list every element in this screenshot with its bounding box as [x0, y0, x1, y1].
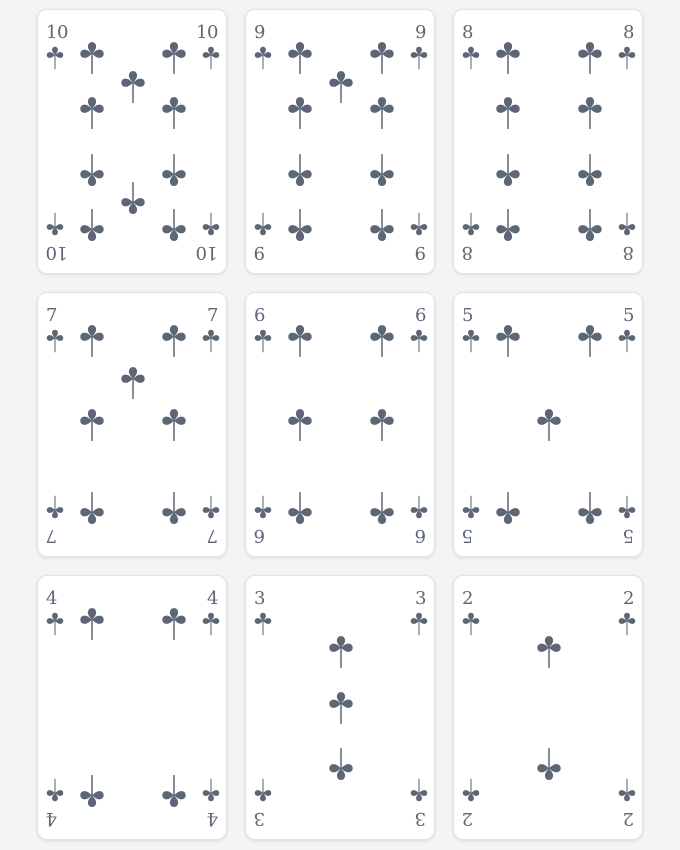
rank-index-tr: 2	[623, 588, 634, 609]
rank-index-tr: 3	[415, 588, 426, 609]
rank-index-bl: 4	[46, 808, 57, 829]
rank-index-br: 5	[623, 525, 634, 546]
club-icon	[495, 96, 521, 130]
club-icon	[462, 495, 480, 519]
club-icon	[79, 491, 105, 525]
club-icon	[79, 208, 105, 242]
club-icon	[369, 208, 395, 242]
club-icon	[410, 46, 428, 70]
rank-index-bl: 3	[254, 808, 265, 829]
rank-index-br: 10	[196, 242, 218, 263]
rank-index-tl: 10	[46, 22, 68, 43]
playing-card-9-of-clubs[interactable]	[245, 9, 435, 274]
rank-index-tl: 3	[254, 588, 265, 609]
playing-card-3-of-clubs[interactable]	[245, 575, 435, 840]
club-icon	[618, 46, 636, 70]
club-icon	[46, 495, 64, 519]
rank-index-br: 6	[415, 525, 426, 546]
club-icon	[254, 212, 272, 236]
club-icon	[254, 46, 272, 70]
club-icon	[462, 778, 480, 802]
club-icon	[410, 778, 428, 802]
club-icon	[536, 635, 562, 669]
playing-card-2-of-clubs[interactable]	[453, 575, 643, 840]
club-icon	[254, 778, 272, 802]
club-icon	[202, 46, 220, 70]
club-icon	[369, 324, 395, 358]
club-icon	[369, 96, 395, 130]
club-icon	[161, 153, 187, 187]
club-icon	[410, 612, 428, 636]
club-icon	[254, 329, 272, 353]
club-icon	[287, 408, 313, 442]
club-icon	[161, 96, 187, 130]
club-icon	[287, 491, 313, 525]
rank-index-bl: 6	[254, 525, 265, 546]
rank-index-tr: 8	[623, 22, 634, 43]
club-icon	[462, 212, 480, 236]
club-icon	[328, 691, 354, 725]
club-icon	[495, 41, 521, 75]
club-icon	[328, 70, 354, 104]
club-icon	[410, 495, 428, 519]
rank-index-br: 8	[623, 242, 634, 263]
rank-index-tr: 10	[196, 22, 218, 43]
rank-index-tr: 7	[207, 305, 218, 326]
club-icon	[202, 495, 220, 519]
club-icon	[202, 612, 220, 636]
club-icon	[410, 212, 428, 236]
rank-index-bl: 9	[254, 242, 265, 263]
club-icon	[410, 329, 428, 353]
club-icon	[161, 41, 187, 75]
club-icon	[462, 612, 480, 636]
club-icon	[79, 41, 105, 75]
rank-index-bl: 2	[462, 808, 473, 829]
club-icon	[202, 329, 220, 353]
club-icon	[369, 41, 395, 75]
club-icon	[79, 96, 105, 130]
club-icon	[287, 96, 313, 130]
club-icon	[328, 635, 354, 669]
playing-card-10-of-clubs[interactable]	[37, 9, 227, 274]
rank-index-br: 3	[415, 808, 426, 829]
playing-card-6-of-clubs[interactable]	[245, 292, 435, 557]
club-icon	[369, 491, 395, 525]
club-icon	[202, 778, 220, 802]
club-icon	[79, 153, 105, 187]
rank-index-tr: 4	[207, 588, 218, 609]
playing-card-4-of-clubs[interactable]	[37, 575, 227, 840]
club-icon	[462, 329, 480, 353]
club-icon	[46, 778, 64, 802]
club-icon	[287, 41, 313, 75]
club-icon	[495, 324, 521, 358]
rank-index-br: 9	[415, 242, 426, 263]
rank-index-tl: 8	[462, 22, 473, 43]
club-icon	[46, 46, 64, 70]
playing-card-7-of-clubs[interactable]	[37, 292, 227, 557]
club-icon	[577, 41, 603, 75]
club-icon	[577, 324, 603, 358]
club-icon	[369, 153, 395, 187]
club-icon	[462, 46, 480, 70]
rank-index-bl: 5	[462, 525, 473, 546]
club-icon	[161, 208, 187, 242]
rank-index-tl: 7	[46, 305, 57, 326]
rank-index-bl: 10	[46, 242, 68, 263]
rank-index-tl: 5	[462, 305, 473, 326]
club-icon	[577, 491, 603, 525]
club-icon	[618, 612, 636, 636]
club-icon	[120, 181, 146, 215]
rank-index-tl: 2	[462, 588, 473, 609]
club-icon	[536, 408, 562, 442]
club-icon	[120, 70, 146, 104]
club-icon	[618, 495, 636, 519]
rank-index-br: 7	[207, 525, 218, 546]
club-icon	[536, 747, 562, 781]
club-icon	[79, 774, 105, 808]
club-icon	[161, 774, 187, 808]
club-icon	[577, 153, 603, 187]
club-icon	[161, 491, 187, 525]
club-icon	[46, 612, 64, 636]
rank-index-bl: 7	[46, 525, 57, 546]
club-icon	[618, 329, 636, 353]
club-icon	[618, 778, 636, 802]
rank-index-tr: 5	[623, 305, 634, 326]
rank-index-tl: 4	[46, 588, 57, 609]
club-icon	[120, 366, 146, 400]
club-icon	[161, 607, 187, 641]
club-icon	[495, 153, 521, 187]
club-icon	[495, 208, 521, 242]
club-icon	[46, 329, 64, 353]
rank-index-tl: 9	[254, 22, 265, 43]
playing-card-8-of-clubs[interactable]	[453, 9, 643, 274]
club-icon	[161, 408, 187, 442]
club-icon	[495, 491, 521, 525]
club-icon	[254, 495, 272, 519]
rank-index-bl: 8	[462, 242, 473, 263]
club-icon	[202, 212, 220, 236]
playing-card-5-of-clubs[interactable]	[453, 292, 643, 557]
club-icon	[369, 408, 395, 442]
club-icon	[79, 324, 105, 358]
club-icon	[46, 212, 64, 236]
club-icon	[161, 324, 187, 358]
rank-index-tl: 6	[254, 305, 265, 326]
rank-index-br: 2	[623, 808, 634, 829]
club-icon	[328, 747, 354, 781]
club-icon	[287, 324, 313, 358]
club-icon	[577, 208, 603, 242]
club-icon	[577, 96, 603, 130]
club-icon	[254, 612, 272, 636]
club-icon	[287, 208, 313, 242]
club-icon	[618, 212, 636, 236]
club-icon	[79, 408, 105, 442]
rank-index-tr: 9	[415, 22, 426, 43]
rank-index-br: 4	[207, 808, 218, 829]
club-icon	[287, 153, 313, 187]
rank-index-tr: 6	[415, 305, 426, 326]
club-icon	[79, 607, 105, 641]
